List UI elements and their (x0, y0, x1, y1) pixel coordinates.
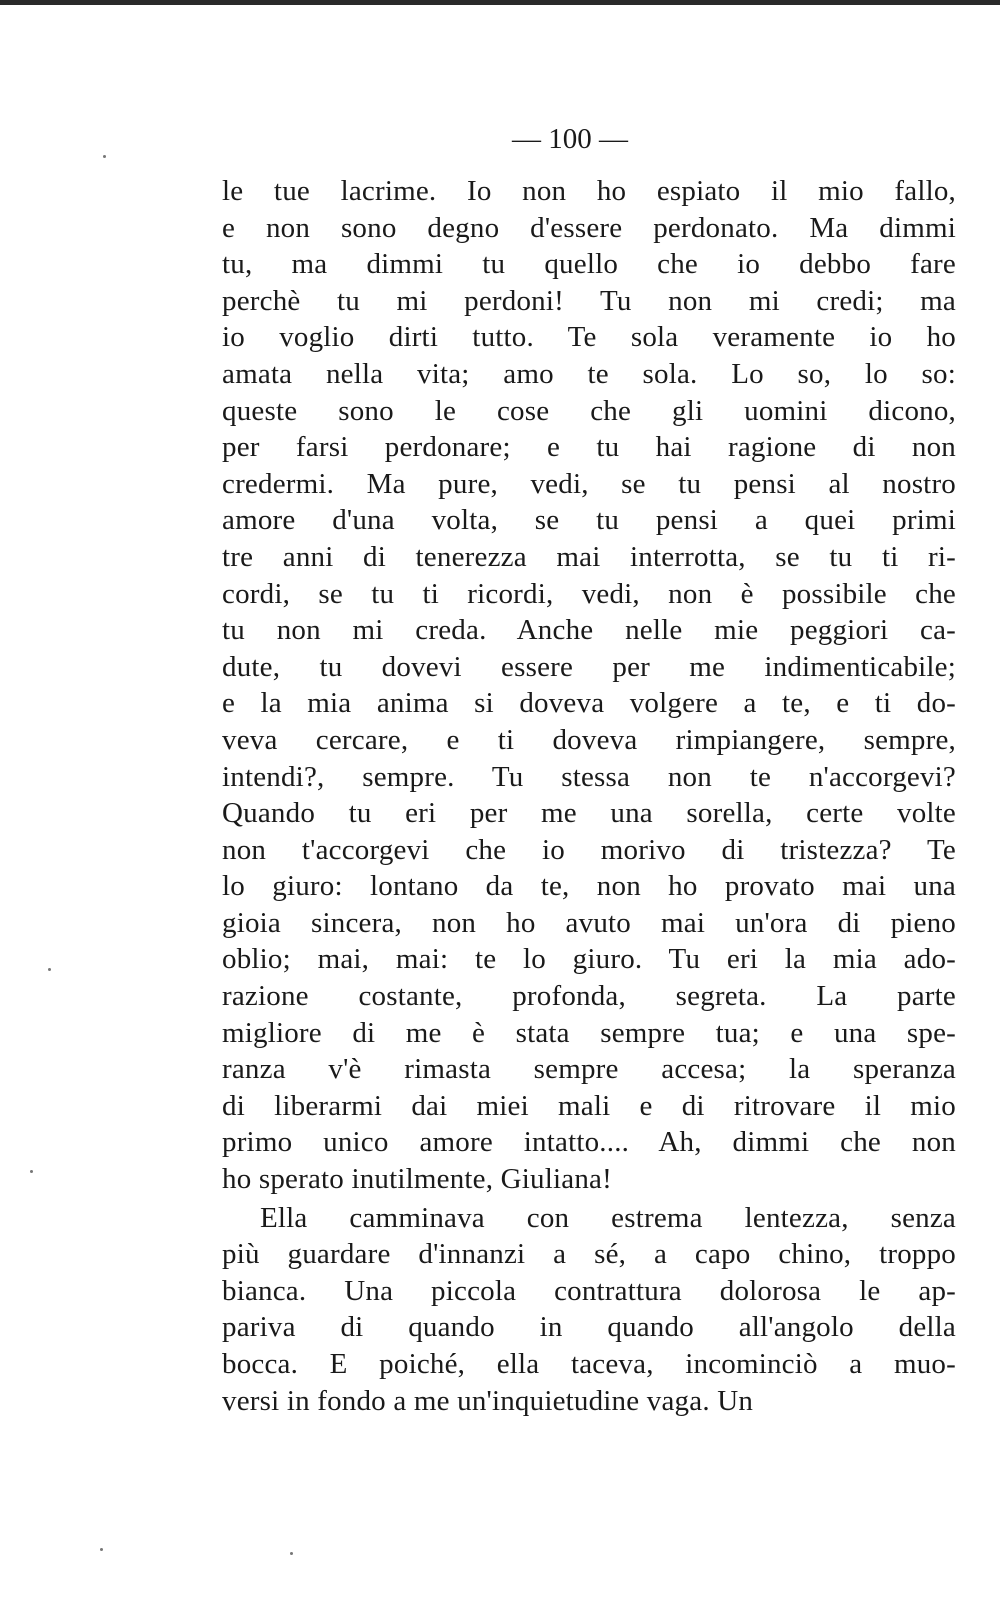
text-line: amore d'una volta, se tu pensi a quei primi (222, 504, 956, 537)
text-line: credermi. Ma pure, vedi, se tu pensi al nostro (222, 467, 956, 500)
text-line: le tue lacrime. Io non ho espiato il mio fallo, (222, 175, 956, 207)
paragraph-2 (222, 1200, 956, 1420)
text-line: più guardare d'innanzi a sé, a capo chino, troppo (222, 1238, 956, 1271)
text-line: per farsi perdonare; e tu hai ragione di non (222, 431, 956, 464)
text-line: gioia sincera, non ho avuto mai un'ora di pieno (222, 906, 956, 939)
text-line: e la mia anima si doveva volgere a te, e ti do- (222, 687, 956, 720)
text-line: dute, tu dovevi essere per me indimenticabile; (222, 650, 956, 683)
text-line: tu non mi creda. Anche nelle mie peggiori ca- (222, 614, 956, 647)
text-line: queste sono le cose che gli uomini dicono, (222, 394, 956, 427)
text-line: e non sono degno d'essere perdonato. Ma dimmi (222, 211, 956, 244)
text-line: perchè tu mi perdoni! Tu non mi credi; ma (222, 284, 956, 317)
text-line: bianca. Una piccola contrattura dolorosa le ap- (222, 1274, 956, 1307)
text-line: tu, ma dimmi tu quello che io debbo fare (222, 248, 956, 281)
paper-speck (290, 1552, 293, 1555)
text-line: Ella camminava con estrema lentezza, senza (260, 1201, 956, 1234)
text-line: amata nella vita; amo te sola. Lo so, lo so: (222, 357, 956, 390)
text-line: bocca. E poiché, ella taceva, incominciò a muo- (222, 1348, 956, 1380)
text-line: lo giuro: lontano da te, non ho provato mai una (222, 870, 956, 903)
text-line: ranza v'è rimasta sempre accesa; la speranza (222, 1053, 956, 1086)
body-text (222, 173, 956, 1419)
text-line: Quando tu eri per me una sorella, certe volte (222, 797, 956, 830)
text-line: tre anni di tenerezza mai interrotta, se tu ti ri- (222, 540, 956, 573)
text-line: veva cercare, e ti doveva rimpiangere, sempre, (222, 723, 956, 756)
top-edge-rule (0, 0, 1000, 5)
text-line: primo unico amore intatto.... Ah, dimmi che non (222, 1126, 956, 1159)
text-line: oblio; mai, mai: te lo giuro. Tu eri la mia ado- (222, 943, 956, 976)
text-line: non t'accorgevi che io morivo di tristezza? Te (222, 833, 956, 866)
paper-speck (100, 1548, 103, 1551)
text-line: io voglio dirti tutto. Te sola veramente io ho (222, 321, 956, 354)
text-line: pariva di quando in quando all'angolo della (222, 1311, 956, 1344)
text-line: intendi?, sempre. Tu stessa non te n'accorgevi? (222, 760, 956, 793)
paper-speck (30, 1170, 33, 1173)
text-line: razione costante, profonda, segreta. La parte (222, 980, 956, 1013)
text-line: cordi, se tu ti ricordi, vedi, non è possibile che (222, 577, 956, 610)
paragraph-1 (222, 173, 956, 1198)
text-line: migliore di me è stata sempre tua; e una spe- (222, 1016, 956, 1049)
paper-speck (103, 155, 106, 158)
text-line: versi in fondo a me un'inquietudine vaga. Un (222, 1384, 754, 1417)
text-line: di liberarmi dai miei mali e di ritrovare il mio (222, 1089, 956, 1122)
page-number: — 100 — (512, 123, 628, 155)
paper-speck (48, 968, 51, 971)
text-line: ho sperato inutilmente, Giuliana! (222, 1163, 612, 1196)
